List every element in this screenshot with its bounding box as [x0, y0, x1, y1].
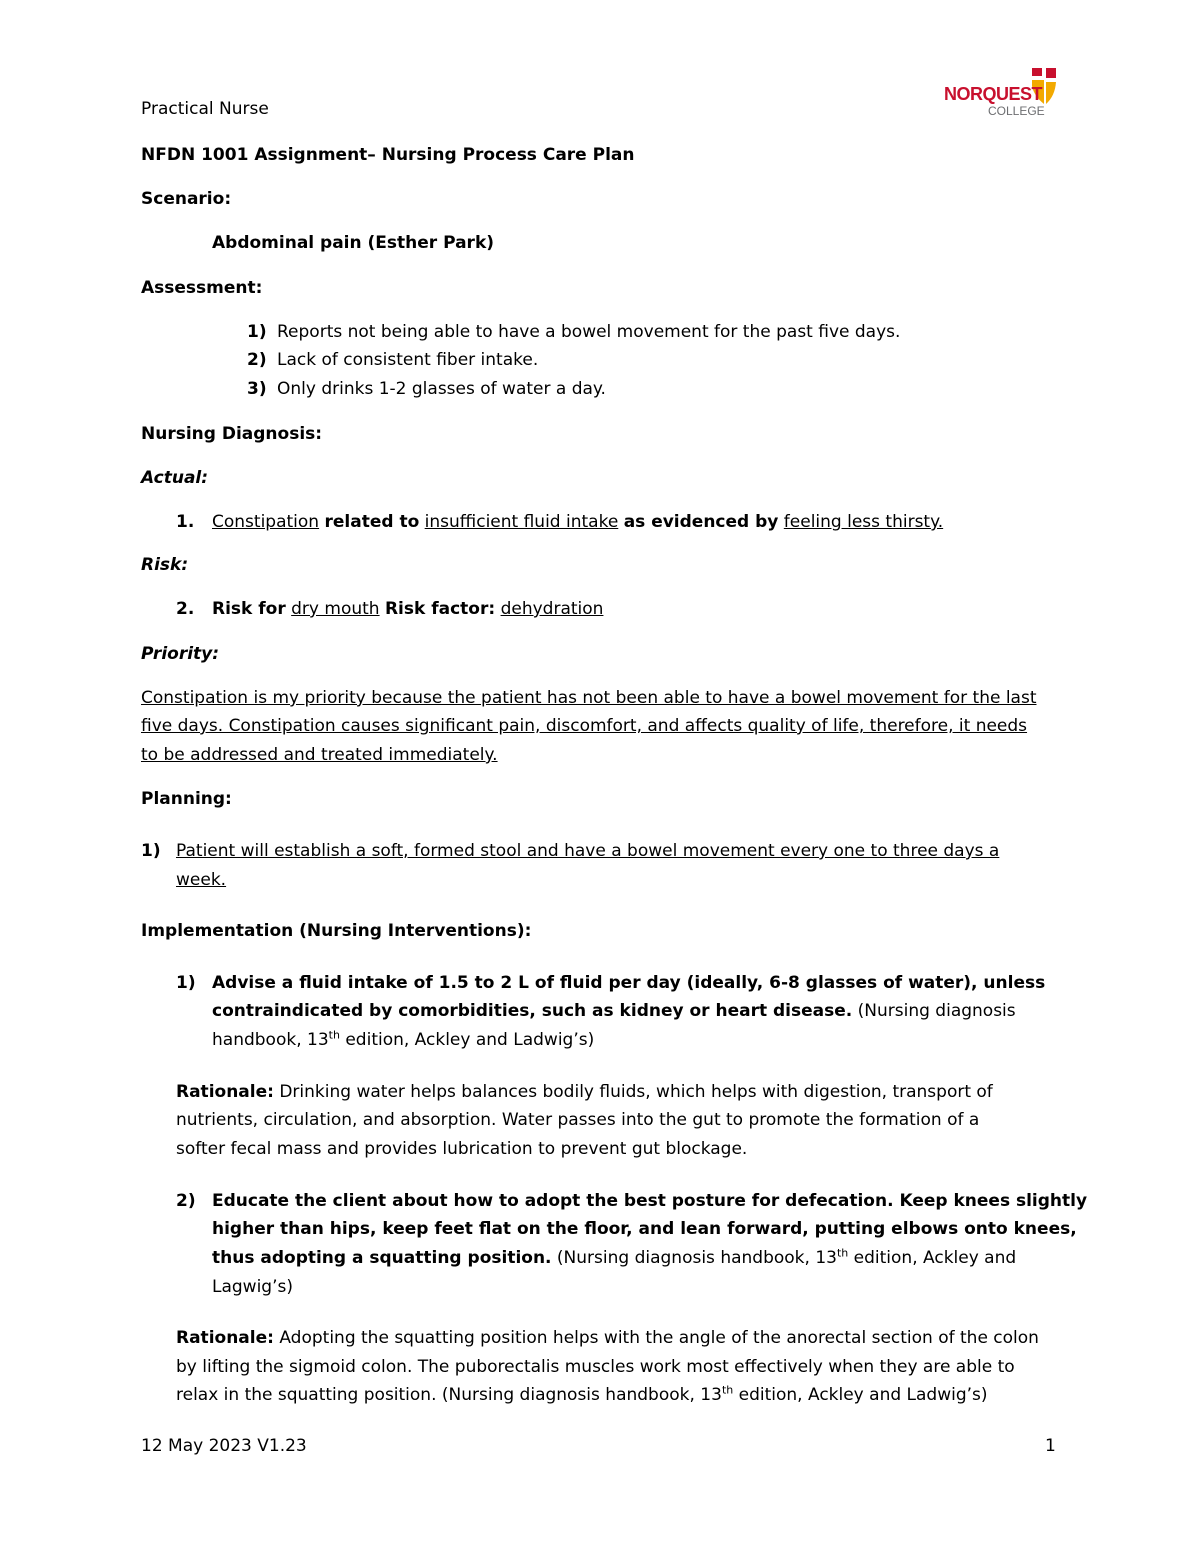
document-title: NFDN 1001 Assignment– Nursing Process Care Plan: [141, 145, 635, 165]
item-number: 1): [141, 841, 161, 861]
item-number: 2): [176, 1191, 196, 1211]
diagnosis-label: Nursing Diagnosis:: [141, 424, 323, 444]
risk-label: Risk:: [141, 555, 189, 575]
scenario-label: Scenario:: [141, 189, 232, 209]
assessment-label: Assessment:: [141, 278, 263, 298]
item-number: 1.: [176, 512, 195, 532]
rationale-label: Rationale:: [176, 1328, 274, 1348]
risk-prefix: Risk for: [212, 599, 286, 619]
priority-label: Priority:: [141, 644, 220, 664]
citation: edition, Ackley and Ladwig’s): [339, 1030, 595, 1050]
superscript: th: [328, 1028, 340, 1042]
item-number: 1): [247, 322, 267, 342]
item-text: Reports not being able to have a bowel movement for the past five days.: [277, 322, 901, 342]
citation: (Nursing diagnosis handbook, 13: [556, 1248, 837, 1268]
related-to: related to: [324, 512, 420, 532]
implementation-label: Implementation (Nursing Interventions):: [141, 921, 532, 941]
item-text: Only drinks 1-2 glasses of water a day.: [277, 379, 606, 399]
rationale-line: [176, 1324, 1039, 1352]
evidenced-by: as evidenced by: [623, 512, 779, 532]
footer-date-version: 12 May 2023 V1.23: [141, 1436, 307, 1456]
rationale-text: by lifting the sigmoid colon. The puborectalis muscles work most effectively when they are able to: [176, 1357, 1015, 1377]
evidence: feeling less thirsty.: [783, 512, 944, 532]
rationale-line: [176, 1381, 988, 1409]
citation: Lagwig’s): [212, 1277, 293, 1297]
superscript: th: [836, 1246, 849, 1260]
rationale-text: softer fecal mass and provides lubrication to prevent gut blockage.: [176, 1139, 748, 1159]
risk-diagnosis: [176, 595, 603, 623]
assessment-item: [247, 318, 900, 346]
header-program: Practical Nurse: [141, 99, 269, 119]
planning-label: Planning:: [141, 789, 232, 809]
assessment-item: [247, 346, 538, 374]
intervention-text: Advise a fluid intake of 1.5 to 2 L of fluid per day (ideally, 6-8 glasses of water), unless: [212, 973, 1046, 993]
item-number: 2): [247, 350, 267, 370]
rationale-text: Drinking water helps balances bodily fluids, which helps with digestion, transport of: [279, 1082, 993, 1102]
item-number: 1): [176, 973, 196, 993]
assessment-item: [247, 375, 606, 403]
intervention-text: Educate the client about how to adopt the best posture for defecation. Keep knees slightly: [212, 1191, 1088, 1211]
priority-line: Constipation is my priority because the patient has not been able to have a bowel movement for the last: [141, 688, 1037, 708]
priority-line: five days. Constipation causes significant pain, discomfort, and affects quality of life, therefore, it needs: [141, 716, 1028, 736]
page-number: 1: [1045, 1436, 1056, 1456]
intervention-text: higher than hips, keep feet flat on the floor, and lean forward, putting elbows onto knees,: [212, 1219, 1077, 1239]
intervention-line: [212, 1244, 1016, 1272]
priority-line: to be addressed and treated immediately.: [141, 745, 498, 765]
citation: (Nursing diagnosis: [857, 1001, 1016, 1021]
logo-name: NORQUEST: [944, 84, 1043, 104]
risk-problem: dry mouth: [291, 599, 380, 619]
intervention-text: contraindicated by comorbidities, such as kidney or heart disease.: [212, 1001, 853, 1021]
rationale-line: [176, 1078, 993, 1106]
logo-sub: COLLEGE: [988, 104, 1045, 118]
citation: handbook, 13: [212, 1030, 329, 1050]
item-text: Lack of consistent fiber intake.: [277, 350, 539, 370]
citation: edition, Ackley and: [848, 1248, 1017, 1268]
risk-factor: dehydration: [500, 599, 604, 619]
citation-line: [212, 1026, 594, 1054]
intervention-line: [212, 997, 1016, 1025]
diagnosis-problem: Constipation: [212, 512, 320, 532]
related-factor: insufficient fluid intake: [424, 512, 619, 532]
college-logo: [940, 66, 1060, 122]
item-number: 2.: [176, 599, 195, 619]
superscript: th: [721, 1383, 734, 1397]
intervention-text: thus adopting a squatting position.: [212, 1248, 552, 1268]
planning-goal-line: week.: [176, 870, 227, 890]
rationale-label: Rationale:: [176, 1082, 274, 1102]
rationale-text: nutrients, circulation, and absorption. Water passes into the gut to promote the formation of a: [176, 1110, 980, 1130]
scenario-text: Abdominal pain (Esther Park): [212, 233, 495, 253]
rationale-text: relax in the squatting position. (Nursing diagnosis handbook, 13: [176, 1385, 722, 1405]
rationale-text: Adopting the squatting position helps with the angle of the anorectal section of the colon: [279, 1328, 1039, 1348]
risk-factor-label: Risk factor:: [384, 599, 496, 619]
planning-goal-line: Patient will establish a soft, formed stool and have a bowel movement every one to three days a: [176, 841, 1000, 861]
actual-label: Actual:: [141, 468, 209, 488]
actual-diagnosis: [176, 508, 943, 536]
item-number: 3): [247, 379, 267, 399]
rationale-text: edition, Ackley and Ladwig’s): [733, 1385, 988, 1405]
